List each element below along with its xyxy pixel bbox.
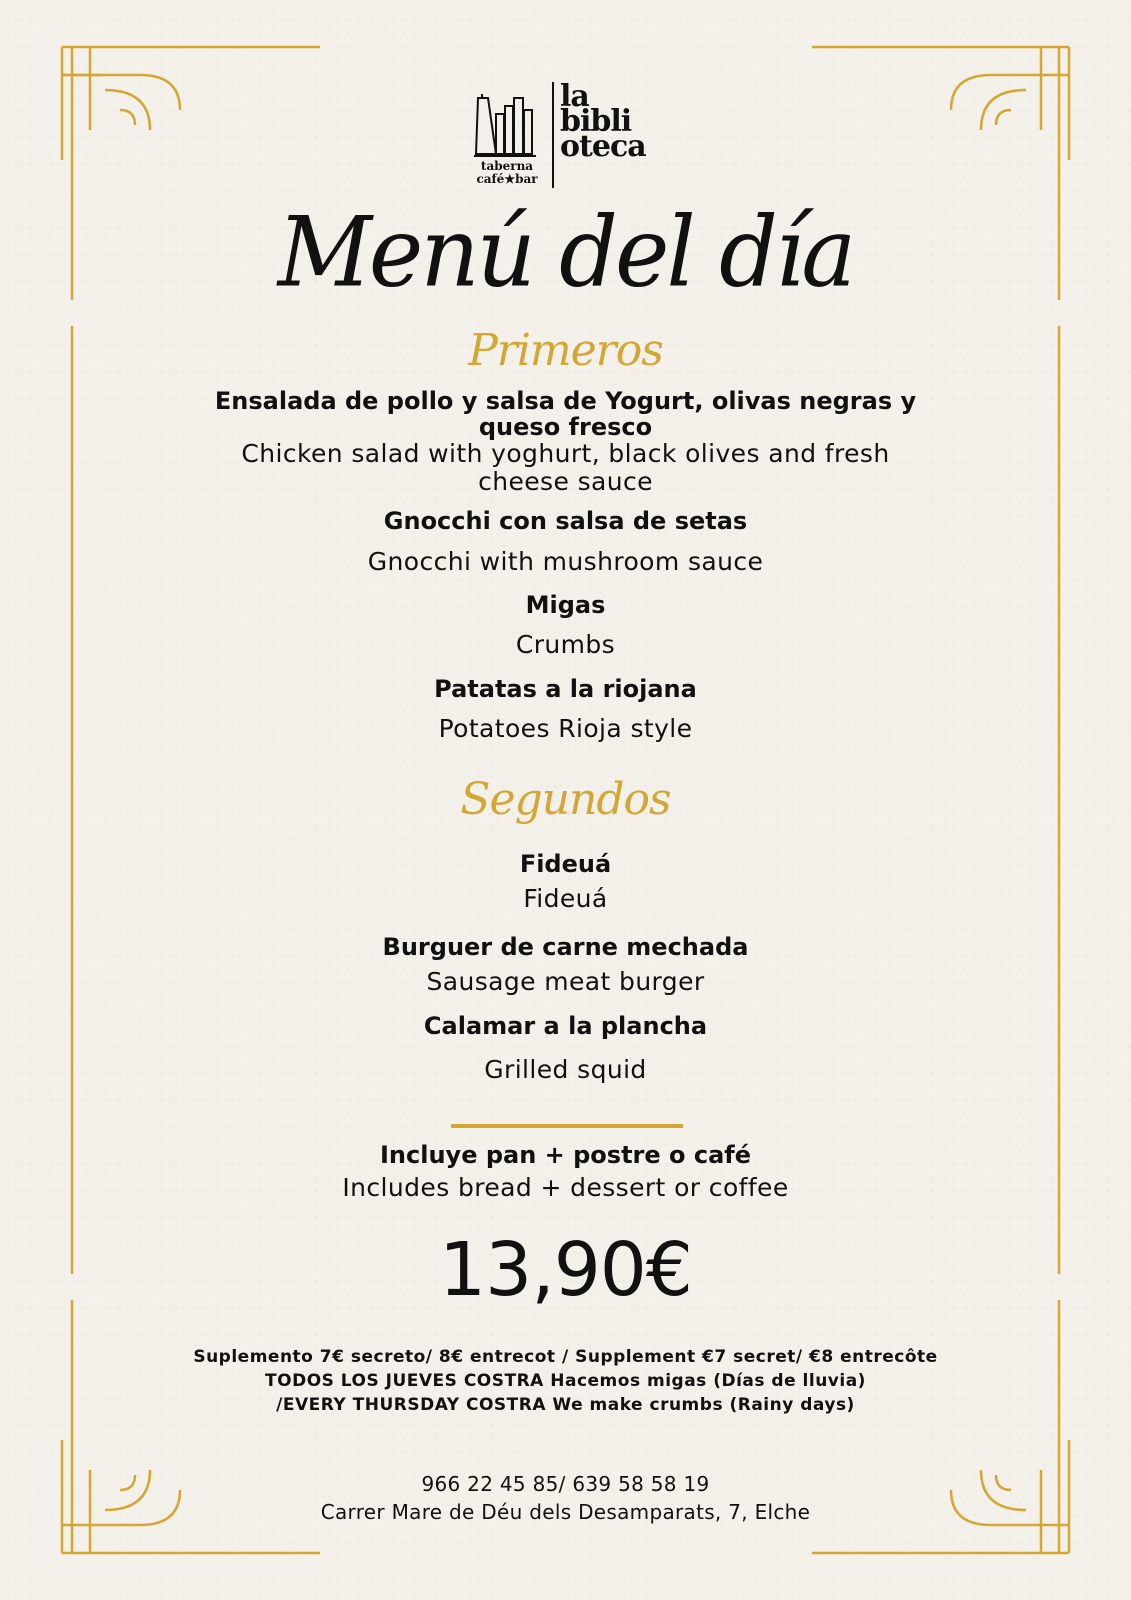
dish-translation: Grilled squid [484,1055,647,1084]
gold-divider [451,1124,683,1128]
menu-title: Menú del día [277,196,854,309]
supplement-note: Suplemento 7€ secreto/ 8€ entrecot / Supplement €7 secret/ €8 entrecôte [193,1347,938,1367]
thursday-note: TODOS LOS JUEVES COSTRA Hacemos migas (Días de lluvia) [265,1371,866,1391]
address: Carrer Mare de Déu dels Desamparats, 7, Elche [320,1500,811,1524]
section-heading-primeros: Primeros [468,325,663,376]
includes-translation: Includes bread + dessert or coffee [342,1173,789,1202]
dish-translation: Potatoes Rioja style [438,714,693,743]
dish-translation: Gnocchi with mushroom sauce [367,547,764,576]
dish-name: Calamar a la plancha [423,1012,708,1040]
phone-numbers: 966 22 45 85/ 639 58 58 19 [421,1472,710,1496]
restaurant-logo [470,79,670,192]
bottle-books-logo-icon [474,94,540,158]
logo-wordmark-line: oteca [560,129,646,164]
logo-subtitle-line: café★bar [476,172,538,186]
logo-subtitle [470,160,544,186]
dish-translation: Crumbs [515,630,616,659]
dish-name: Patatas a la riojana [434,675,697,703]
logo-subtitle-line: taberna [480,159,534,173]
menu-price: 13,90€ [439,1227,692,1313]
logo-wordmark-line: bibli [560,104,632,139]
dish-translation: Sausage meat burger [426,967,705,996]
section-heading-segundos: Segundos [460,774,671,825]
logo-wordmark [560,79,646,164]
dish-name: Burguer de carne mechada [382,933,749,961]
dish-name: Ensalada de pollo y salsa de Yogurt, olivas negras y queso fresco [214,387,917,441]
logo-wordmark-line: la [560,79,589,114]
dish-translation: Fideuá [523,884,608,913]
dish-name: Fideuá [519,850,612,878]
dish-name: Migas [525,591,606,619]
logo-divider [552,82,554,188]
dish-translation: Chicken salad with yoghurt, black olives and fresh cheese sauce [241,439,890,496]
includes-label: Incluye pan + postre o café [380,1141,751,1169]
thursday-note-translation: /EVERY THURSDAY COSTRA We make crumbs (Rainy days) [276,1395,855,1415]
dish-name: Gnocchi con salsa de setas [383,507,748,535]
